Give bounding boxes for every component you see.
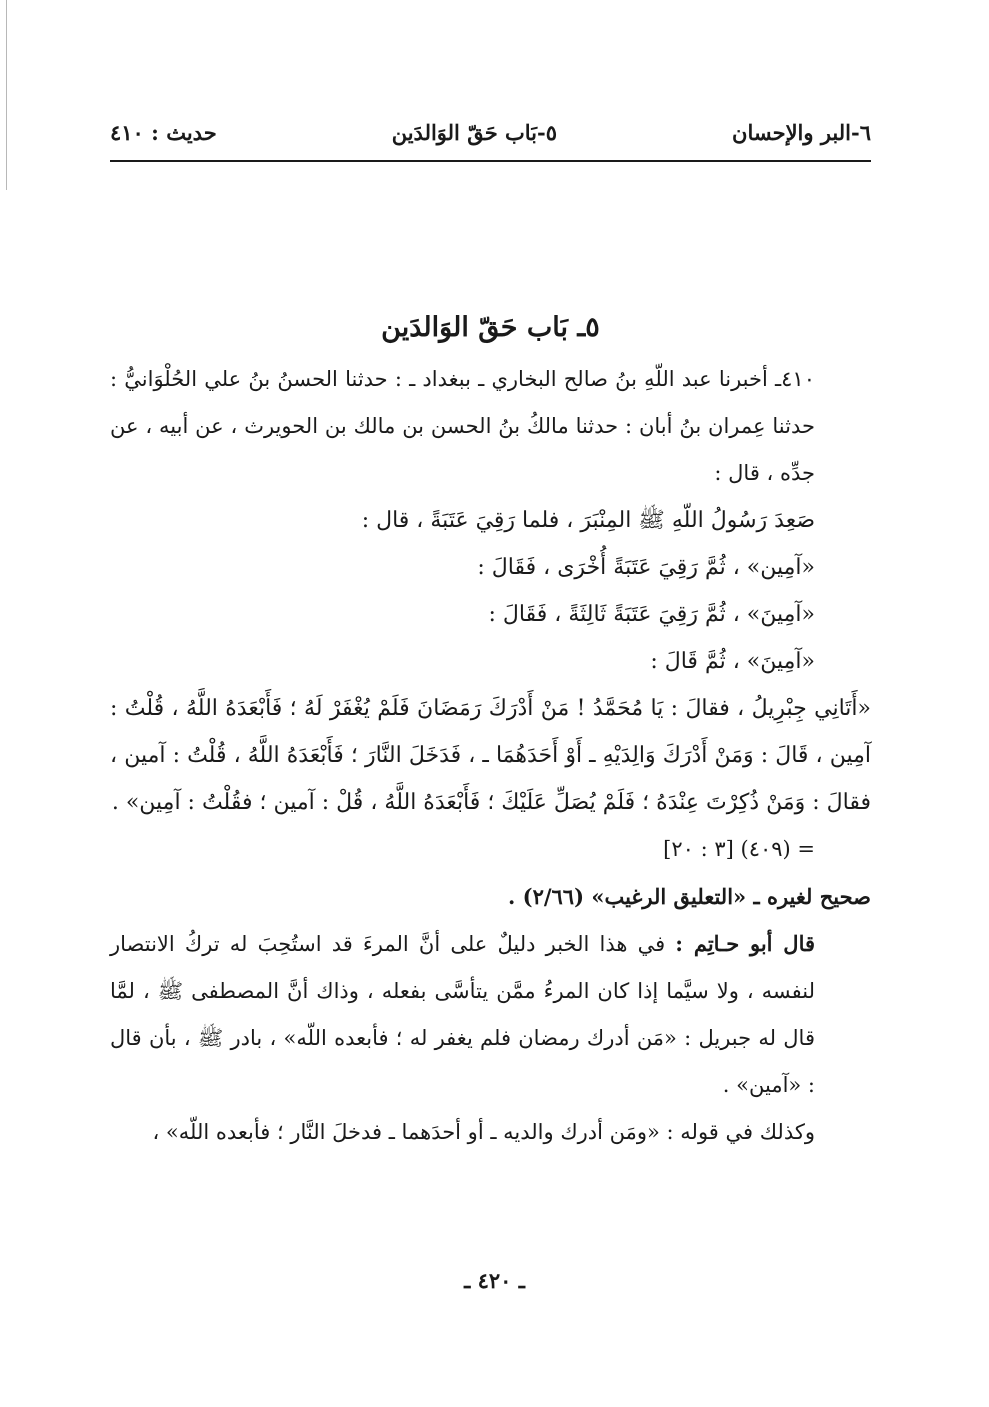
running-header <box>110 120 871 156</box>
hadith-matn-body: «أَتَانِي جِبْرِيلُ ، فقالَ : يَا مُحَمَّدُ ! مَنْ أَدْرَكَ رَمَضَانَ فَلَمْ يُغْفَرْ لَهُ ؛ فَأَبْعَدَهُ اللَّهُ ، قُلْتُ : آمِين ، قَالَ : وَمَنْ أَدْرَكَ وَالِدَيْهِ ـ أَوْ أَحَدَهُمَا ـ ، فَدَخَلَ النَّارَ ؛ فَأَبْعَدَهُ اللَّهُ ، قُلْتُ : آمين ، فقالَ : وَمَنْ ذُكِرْتَ عِنْدَهُ ؛ فَلَمْ يُصَلِّ عَلَيْكَ ؛ فَأَبْعَدَهُ اللَّهُ ، قُلْ : آمين ؛ فقُلْتُ : آمِين» . <box>110 696 871 815</box>
commentary-text: في هذا الخبر دليلٌ على أنَّ المرءَ قد استُحِبَ له تركُ الانتصار لنفسه ، ولا سيَّما إذا كان المرءُ ممَّن يتأسَّى بفعله ، وذاك أنَّ المصطفى ﷺ ، لمَّا قال له جبريل : «مَن أدرك رمضان فلم يغفر له ؛ فأبعده اللّه» ، بادر ﷺ ، بأن قال : «آمين» . <box>110 932 815 1097</box>
commentary-paragraph <box>110 920 871 1109</box>
matn-line-1: صَعِدَ رَسُولُ اللّهِ ﷺ المِنْبَرَ ، فلما رَقِيَ عَتَبَةً ، قال : <box>361 508 815 533</box>
hadith-isnad: ٤١٠ـ أخبرنا عبد اللّهِ بنُ صالح البخاري ـ ببغداد ـ : حدثنا الحسنُ بنُ علي الحُلْوَانيُّ : حدثنا عِمران بنُ أبان : حدثنا مالكُ بنُ الحسن بن مالك بن الحويرث ، عن أبيه ، عن جدِّه ، قال : <box>110 367 815 485</box>
page-number: ـ ٤٢٠ ـ <box>464 1268 525 1293</box>
matn-line-4: «آمِينَ» ، ثُمَّ قَالَ : <box>650 649 815 674</box>
hadith-grading: صحيح لغيره ـ «التعليق الرغيب» (٢/٦٦) . <box>508 884 871 909</box>
header-hadith-number: حديث : ٤١٠ <box>110 120 217 145</box>
header-divider <box>110 160 871 162</box>
page-content <box>110 306 871 1156</box>
commentary-continuation: وكذلك في قوله : «ومَن أدرك والديه ـ أو أحدَهما ـ فدخلَ النَّار ؛ فأبعده اللّه» ، <box>152 1120 815 1144</box>
header-book-title: ٦-البر والإحسان <box>732 120 871 145</box>
matn-line-2: «آمِين» ، ثُمَّ رَقِيَ عَتَبَةً أُخْرَى ، فَقَالَ : <box>477 555 815 580</box>
chapter-title: ٥ـ بَاب حَقّ الوَالدَين <box>381 312 600 343</box>
scan-edge-line <box>6 0 7 190</box>
matn-line-3: «آمِينَ» ، ثُمَّ رَقِيَ عَتَبَةً ثَالِثَةً ، فَقَالَ : <box>488 602 815 627</box>
header-chapter-title: ٥-بَاب حَقّ الوَالدَين <box>391 120 558 145</box>
cross-reference: = (٤٠٩) [٣ : ٢٠] <box>663 837 815 861</box>
commentary-lead: قال أبو حـاتِم : <box>675 931 816 956</box>
